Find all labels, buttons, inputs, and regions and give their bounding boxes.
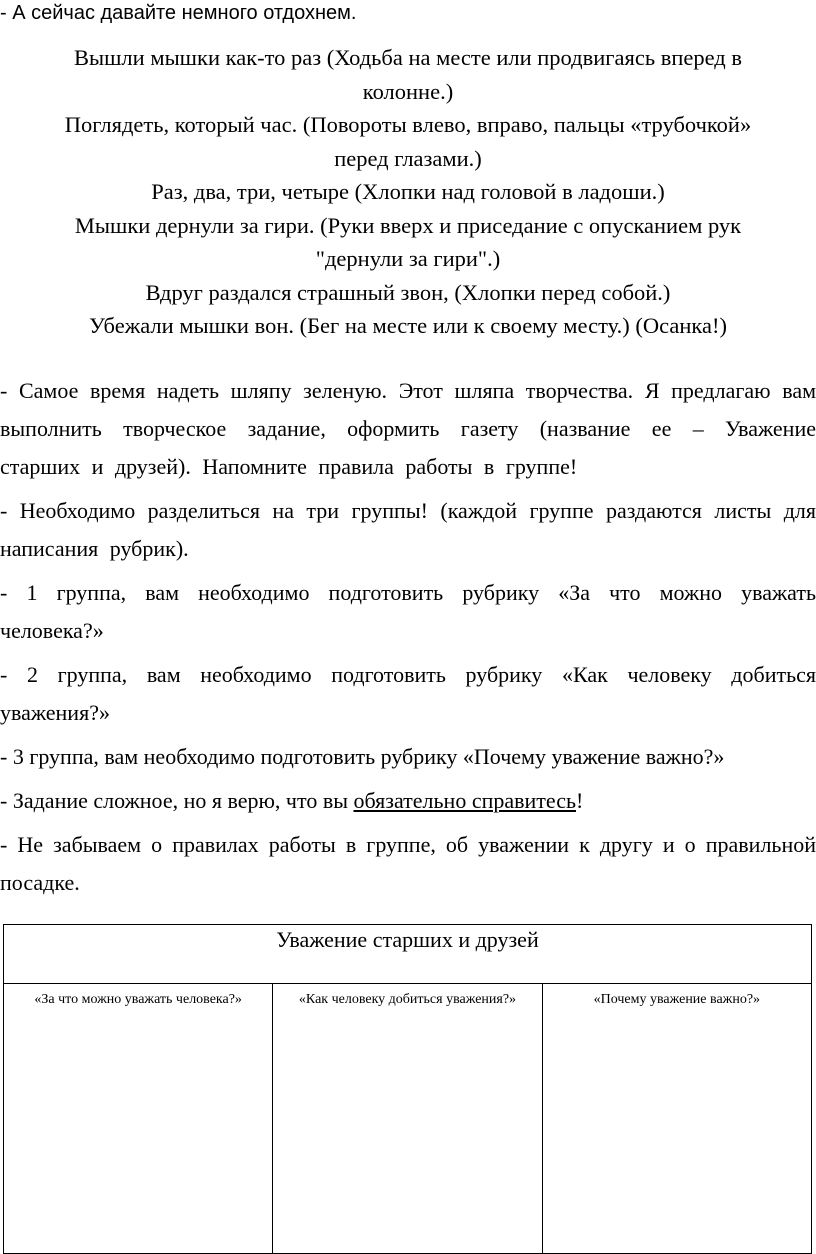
paragraph-rules: - Не забываем о правилах работы в группе, об уважении к другу и о правильной посадке.: [0, 832, 816, 895]
poem-line: колонне.): [362, 78, 454, 104]
exclamation: !: [576, 788, 584, 813]
paragraph-group-2: - 2 группа, вам необходимо подготовить рубрику «Как человеку добиться уважения?»: [0, 662, 816, 725]
poem-line: "дернули за гири".): [315, 246, 501, 271]
poem-line: Поглядеть, который час. (Повороты влево, вправо, пальцы «трубочкой»: [64, 112, 752, 137]
paragraph-group-1: - 1 группа, вам необходимо подготовить рубрику «За что можно уважать человека?»: [0, 580, 816, 643]
underlined-phrase: обязательно справитесь: [353, 788, 577, 813]
poem-line: Мышки дернули за гири. (Руки вверх и приседание с опусканием рук: [74, 212, 742, 238]
column-heading: «Как человеку добиться уважения?»: [273, 984, 542, 1254]
instructions-body: [0, 372, 816, 908]
poem-line: перед глазами.): [334, 145, 482, 171]
poem-line: Вдруг раздался страшный звон, (Хлопки перед собой.): [145, 279, 671, 305]
paragraph-green-hat: - Самое время надеть шляпу зеленую. Этот шляпа творчества. Я предлагаю вам выполнить творческое задание, оформить газету (название ее – Уважение старших и друзей). Напомните правила работы в группе!: [0, 378, 816, 479]
paragraph-group-3: - 3 группа, вам необходимо подготовить рубрику «Почему уважение важно?»: [0, 744, 725, 769]
paragraph-groups: - Необходимо разделиться на три группы! (каждой группе раздаются листы для написания рубрик).: [0, 498, 816, 561]
encouragement-text: - Задание сложное, но я верю, что вы: [0, 788, 354, 813]
poem-line: Раз, два, три, четыре (Хлопки над головой в ладоши.): [151, 179, 665, 204]
poem-block: [0, 41, 816, 343]
poem-line: Убежали мышки вон. (Бег на месте или к своему месту.) (Осанка!): [89, 313, 727, 338]
poem-line: Вышли мышки как-то раз (Ходьба на месте или продвигаясь вперед в: [73, 45, 742, 70]
column-heading: «Почему уважение важно?»: [542, 984, 811, 1254]
paragraph-encouragement: [0, 782, 816, 820]
newspaper-table: [3, 924, 812, 1254]
intro-line: - А сейчас давайте немного отдохнем.: [0, 2, 357, 24]
column-heading: «За что можно уважать человека?»: [4, 984, 273, 1254]
newspaper-title: Уважение старших и друзей: [4, 925, 812, 984]
